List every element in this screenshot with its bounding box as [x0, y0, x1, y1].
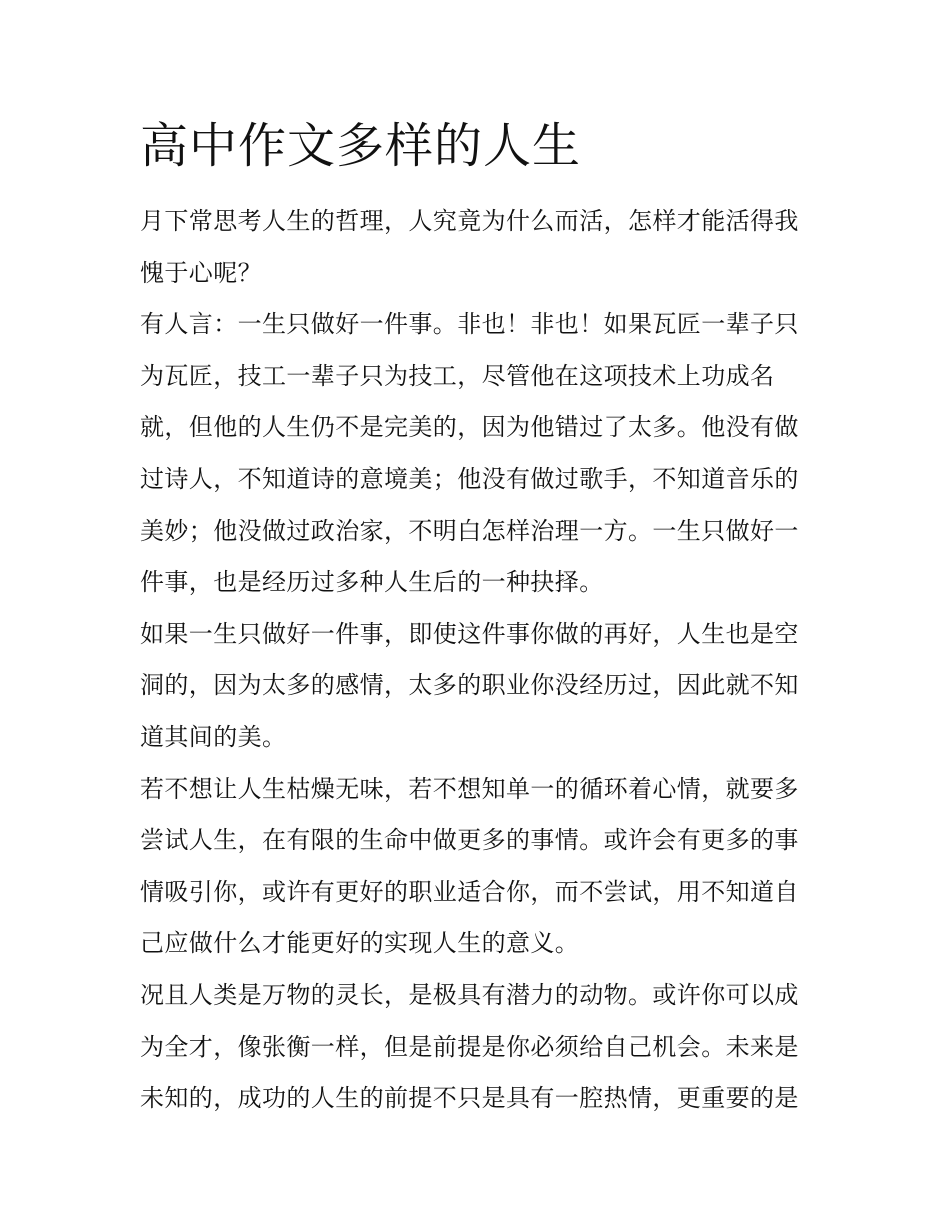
text-line: 如果一生只做好一件事，即使这件事你做的再好，人生也是空 — [140, 619, 799, 648]
text-line: 为瓦匠，技工一辈子只为技工，尽管他在这项技术上功成名 — [140, 361, 775, 390]
text-line: 就，但他的人生仍不是完美的，因为他错过了太多。他没有做 — [140, 413, 799, 442]
text-line: 尝试人生，在有限的生命中做更多的事情。或许会有更多的事 — [140, 826, 799, 855]
text-line: 道其间的美。 — [140, 722, 287, 751]
text-line: 情吸引你，或许有更好的职业适合你，而不尝试，用不知道自 — [140, 877, 799, 906]
text-line: 己应做什么才能更好的实现人生的意义。 — [140, 929, 580, 958]
text-line: 未知的，成功的人生的前提不只是具有一腔热情，更重要的是 — [140, 1084, 799, 1113]
text-line: 有人言：一生只做好一件事。非也！非也！如果瓦匠一辈子只 — [140, 310, 799, 339]
document-body — [140, 196, 820, 1125]
text-line: 洞的，因为太多的感情，太多的职业你没经历过，因此就不知 — [140, 671, 799, 700]
text-line: 愧于心呢？ — [140, 258, 262, 287]
text-line: 为全才，像张衡一样，但是前提是你必须给自己机会。未来是 — [140, 1032, 799, 1061]
document-title: 高中作文多样的人生 — [140, 118, 582, 174]
text-line: 过诗人，不知道诗的意境美；他没有做过歌手，不知道音乐的 — [140, 464, 799, 493]
text-line: 月下常思考人生的哲理，人究竟为什么而活，怎样才能活得我 — [140, 207, 799, 235]
text-line: 若不想让人生枯燥无味，若不想知单一的循环着心情，就要多 — [140, 774, 799, 803]
text-line: 美妙；他没做过政治家，不明白怎样治理一方。一生只做好一 — [140, 516, 799, 545]
text-line: 件事，也是经历过多种人生后的一种抉择。 — [140, 568, 604, 597]
text-line: 况且人类是万物的灵长，是极具有潜力的动物。或许你可以成 — [140, 980, 799, 1009]
